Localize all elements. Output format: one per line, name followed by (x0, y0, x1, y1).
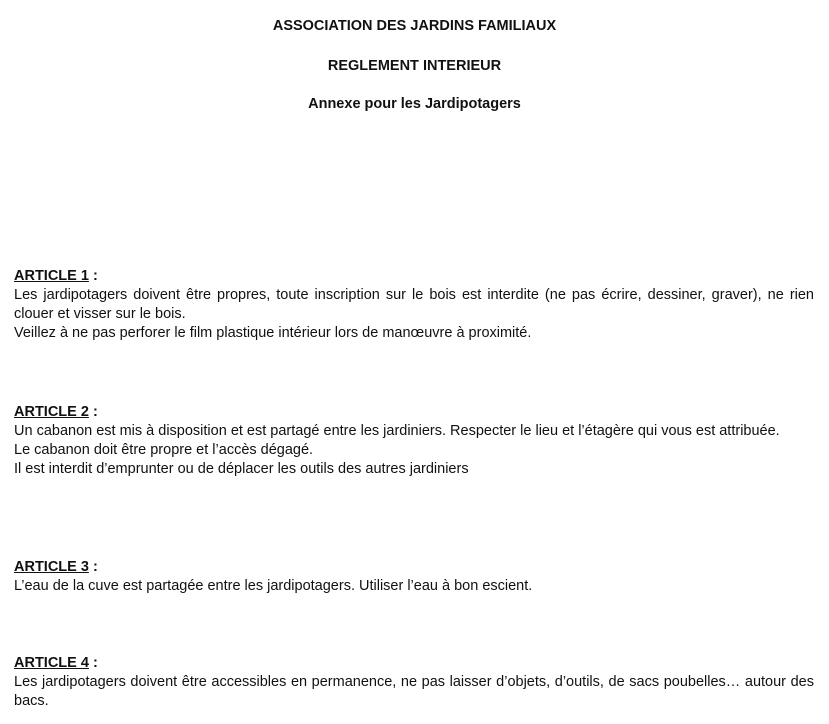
article-paragraph: Veillez à ne pas perforer le film plastique intérieur lors de manœuvre à proximité. (14, 325, 532, 341)
article-label: ARTICLE 1 (14, 268, 89, 284)
document-subtitle: Annexe pour les Jardipotagers (308, 96, 521, 112)
article-paragraph: L’eau de la cuve est partagée entre les jardipotagers. Utiliser l’eau à bon escient. (14, 578, 533, 594)
article-label-suffix: : (88, 559, 98, 575)
article-2 (14, 403, 814, 479)
article-4 (14, 654, 814, 711)
article-paragraph: Le cabanon doit être propre et l’accès dégagé. (14, 442, 314, 458)
article-label: ARTICLE 4 (14, 655, 89, 671)
article-heading (14, 267, 814, 286)
document-title: REGLEMENT INTERIEUR (327, 58, 502, 74)
article-paragraph: Les jardipotagers doivent être accessibles en permanence, ne pas laisser d’objets, d’outils, de sacs poubelles… autour des bacs. (14, 674, 814, 709)
article-heading (14, 558, 814, 577)
article-paragraph: Les jardipotagers doivent être propres, toute inscription sur le bois est interdite (ne pas écrire, dessiner, graver), ne rien clouer et visser sur le bois. (14, 287, 814, 322)
article-1 (14, 267, 814, 343)
article-label-suffix: : (88, 404, 98, 420)
article-paragraph: Un cabanon est mis à disposition et est partagé entre les jardiniers. Respecter le lieu et l’étagère qui vous est attribuée. (14, 423, 780, 439)
article-paragraph: Il est interdit d’emprunter ou de déplacer les outils des autres jardiniers (14, 461, 469, 477)
article-3 (14, 558, 814, 596)
article-label-suffix: : (88, 655, 98, 671)
article-heading (14, 654, 814, 673)
article-label: ARTICLE 2 (14, 404, 89, 420)
article-heading (14, 403, 814, 422)
association-name: ASSOCIATION DES JARDINS FAMILIAUX (272, 18, 557, 34)
article-label: ARTICLE 3 (14, 559, 89, 575)
article-label-suffix: : (88, 268, 98, 284)
